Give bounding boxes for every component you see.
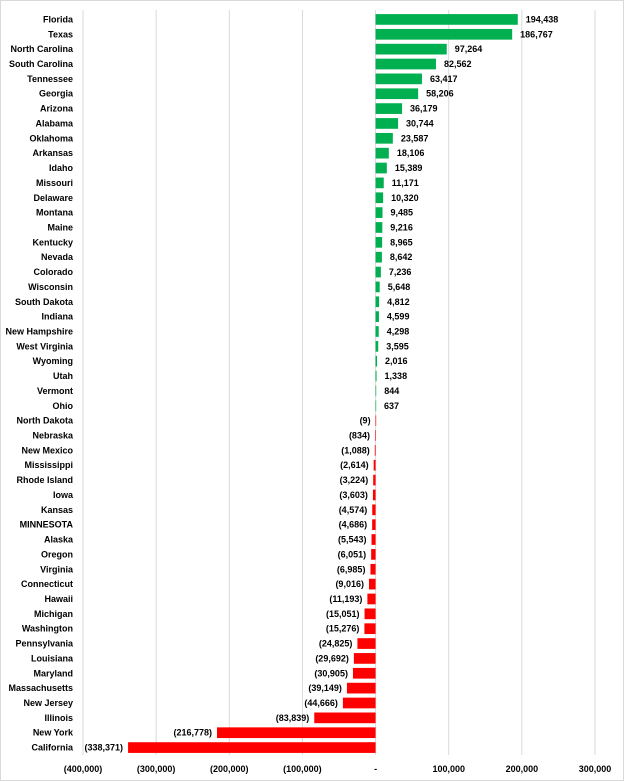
category-label: Texas bbox=[48, 29, 73, 40]
x-tick-label: 200,000 bbox=[505, 764, 539, 774]
data-label: 7,236 bbox=[388, 267, 412, 278]
bar-new-jersey bbox=[343, 698, 376, 709]
bar-new-hampshire bbox=[376, 326, 379, 337]
data-label: 9,485 bbox=[390, 207, 414, 218]
bar-michigan bbox=[365, 608, 376, 619]
category-label: Mississippi bbox=[24, 460, 73, 471]
category-label: Rhode Island bbox=[16, 475, 73, 486]
data-label: 8,642 bbox=[389, 252, 413, 263]
data-label: 186,767 bbox=[520, 29, 553, 40]
data-label: 63,417 bbox=[429, 73, 458, 84]
bar-arkansas bbox=[376, 148, 389, 159]
x-tick-label: 300,000 bbox=[578, 764, 612, 774]
data-label: (83,839) bbox=[275, 712, 310, 723]
category-label: South Carolina bbox=[8, 59, 73, 70]
bar-colorado bbox=[376, 267, 381, 278]
bar-alabama bbox=[376, 118, 398, 129]
bar-ohio bbox=[376, 400, 377, 411]
category-label: Delaware bbox=[33, 192, 73, 203]
bar-tennessee bbox=[376, 74, 422, 85]
bar-missouri bbox=[376, 178, 384, 189]
data-label: 3,595 bbox=[386, 341, 409, 352]
bar-south-dakota bbox=[376, 296, 380, 307]
bar-west-virginia bbox=[376, 341, 379, 352]
bar-north-carolina bbox=[376, 44, 447, 55]
bar-arizona bbox=[376, 103, 402, 114]
data-label: (9,016) bbox=[335, 579, 364, 590]
data-label: (11,193) bbox=[329, 593, 363, 604]
category-label: Indiana bbox=[41, 311, 73, 322]
category-label: New Mexico bbox=[21, 445, 73, 456]
data-label: (29,692) bbox=[315, 653, 349, 664]
data-label: (15,276) bbox=[325, 623, 360, 634]
bar-florida bbox=[376, 14, 518, 25]
bar-texas bbox=[376, 29, 513, 40]
category-label: Wyoming bbox=[32, 356, 73, 367]
data-label: 2,016 bbox=[385, 356, 408, 367]
bar-kentucky bbox=[376, 237, 383, 248]
category-label: Virginia bbox=[40, 564, 73, 575]
bar-south-carolina bbox=[376, 59, 436, 70]
bar-nevada bbox=[376, 252, 382, 263]
data-label: (3,603) bbox=[339, 489, 368, 500]
data-label: (30,905) bbox=[314, 668, 348, 679]
category-label: Alabama bbox=[35, 118, 73, 129]
bar-utah bbox=[376, 371, 377, 382]
category-label: Tennessee bbox=[27, 73, 73, 84]
data-label: 9,216 bbox=[390, 222, 413, 233]
data-label: 8,965 bbox=[390, 237, 413, 248]
bar-nebraska bbox=[375, 430, 376, 441]
category-label: Oklahoma bbox=[29, 133, 73, 144]
category-label: North Carolina bbox=[10, 44, 73, 55]
data-label: (834) bbox=[348, 430, 370, 441]
category-label: Hawaii bbox=[44, 593, 73, 604]
data-label: (3,224) bbox=[339, 475, 369, 486]
category-label: New Jersey bbox=[23, 697, 73, 708]
category-label: Illinois bbox=[44, 712, 73, 723]
data-label: (1,088) bbox=[341, 445, 370, 456]
category-label: Massachusetts bbox=[8, 683, 73, 694]
data-label: 637 bbox=[384, 400, 400, 411]
bar-wisconsin bbox=[376, 282, 380, 293]
category-label: Vermont bbox=[36, 385, 73, 396]
category-label: Wisconsin bbox=[28, 281, 73, 292]
data-label: (5,543) bbox=[337, 534, 367, 545]
data-label: 5,648 bbox=[387, 281, 411, 292]
data-label: 30,744 bbox=[406, 118, 434, 129]
category-label: Washington bbox=[21, 623, 73, 634]
bar-virginia bbox=[370, 564, 375, 575]
bar-north-dakota bbox=[376, 415, 377, 426]
bar-chart bbox=[1, 1, 623, 780]
data-label: 844 bbox=[384, 385, 400, 396]
bar-minnesota bbox=[372, 519, 375, 530]
bar-hawaii bbox=[367, 594, 375, 605]
category-label: California bbox=[31, 742, 73, 753]
data-label: 4,812 bbox=[387, 296, 410, 307]
bar-iowa bbox=[373, 490, 376, 501]
bar-delaware bbox=[376, 192, 384, 203]
category-label: Missouri bbox=[35, 177, 73, 188]
bar-new-york bbox=[217, 727, 376, 738]
bar-washington bbox=[364, 623, 375, 634]
bar-oklahoma bbox=[376, 133, 393, 144]
data-label: 23,587 bbox=[400, 133, 429, 144]
x-tick-label: - bbox=[374, 764, 378, 774]
data-label: 18,106 bbox=[396, 148, 425, 159]
category-label: Pennsylvania bbox=[15, 638, 73, 649]
category-label: Ohio bbox=[52, 400, 73, 411]
category-label: Idaho bbox=[49, 163, 73, 174]
data-label: (216,778) bbox=[173, 727, 213, 738]
data-label: 82,562 bbox=[443, 59, 472, 70]
category-label: North Dakota bbox=[16, 415, 73, 426]
category-label: Iowa bbox=[52, 489, 73, 500]
category-label: Colorado bbox=[33, 267, 73, 278]
category-label: Nebraska bbox=[32, 430, 73, 441]
bar-mississippi bbox=[374, 460, 376, 471]
data-label: (24,825) bbox=[318, 638, 353, 649]
category-label: Kansas bbox=[40, 504, 73, 515]
bar-georgia bbox=[376, 88, 419, 99]
category-label: Michigan bbox=[33, 608, 73, 619]
data-label: 4,298 bbox=[386, 326, 410, 337]
data-label: (44,666) bbox=[304, 697, 338, 708]
data-label: 194,438 bbox=[525, 14, 559, 25]
data-label: (6,051) bbox=[337, 549, 367, 560]
category-label: Maine bbox=[47, 222, 73, 233]
x-tick-label: (300,000) bbox=[136, 764, 176, 774]
bar-illinois bbox=[314, 713, 375, 724]
data-label: (4,686) bbox=[338, 519, 368, 530]
category-label: New Hampshire bbox=[5, 326, 73, 337]
category-label: MINNESOTA bbox=[19, 519, 73, 530]
x-tick-label: (400,000) bbox=[63, 764, 103, 774]
category-label: South Dakota bbox=[14, 296, 73, 307]
bar-massachusetts bbox=[347, 683, 376, 694]
category-label: Arkansas bbox=[32, 148, 73, 159]
bar-new-mexico bbox=[375, 445, 376, 456]
bar-indiana bbox=[376, 311, 379, 322]
data-label: (15,051) bbox=[326, 608, 360, 619]
bar-wyoming bbox=[376, 356, 377, 367]
data-label: (9) bbox=[359, 415, 371, 426]
data-label: 58,206 bbox=[426, 88, 454, 99]
category-label: Arizona bbox=[39, 103, 73, 114]
category-label: Utah bbox=[53, 371, 73, 382]
bar-maine bbox=[376, 222, 383, 233]
category-label: Montana bbox=[36, 207, 73, 218]
data-label: 97,264 bbox=[454, 44, 483, 55]
bar-vermont bbox=[376, 386, 377, 397]
category-label: West Virginia bbox=[16, 341, 73, 352]
data-label: (2,614) bbox=[340, 460, 369, 471]
bar-montana bbox=[376, 207, 383, 218]
data-label: (4,574) bbox=[338, 504, 368, 515]
labels bbox=[5, 14, 558, 752]
category-label: Oregon bbox=[40, 549, 73, 560]
data-label: (6,985) bbox=[336, 564, 366, 575]
x-axis bbox=[64, 764, 612, 774]
data-label: 1,338 bbox=[384, 371, 408, 382]
bar-alaska bbox=[372, 534, 376, 545]
category-label: Kentucky bbox=[32, 237, 73, 248]
category-label: New York bbox=[32, 727, 73, 738]
bar-maryland bbox=[353, 668, 376, 679]
category-label: Georgia bbox=[38, 88, 73, 99]
bar-louisiana bbox=[354, 653, 376, 664]
bar-idaho bbox=[376, 163, 387, 174]
data-label: 10,320 bbox=[391, 192, 419, 203]
data-label: (338,371) bbox=[84, 742, 124, 753]
bar-kansas bbox=[372, 504, 375, 515]
category-label: Nevada bbox=[40, 252, 73, 263]
x-tick-label: (100,000) bbox=[283, 764, 322, 774]
category-label: Maryland bbox=[33, 668, 73, 679]
data-label: 4,599 bbox=[386, 311, 410, 322]
data-label: 15,389 bbox=[394, 163, 423, 174]
bar-california bbox=[128, 742, 375, 753]
data-label: 11,171 bbox=[391, 177, 419, 188]
category-label: Alaska bbox=[43, 534, 73, 545]
bar-oregon bbox=[371, 549, 375, 560]
data-label: 36,179 bbox=[410, 103, 438, 114]
bar-rhode-island bbox=[373, 475, 375, 486]
category-label: Florida bbox=[42, 14, 73, 25]
category-label: Louisiana bbox=[30, 653, 73, 664]
data-label: (39,149) bbox=[308, 683, 342, 694]
category-label: Connecticut bbox=[20, 579, 73, 590]
x-tick-label: 100,000 bbox=[432, 764, 465, 774]
bar-connecticut bbox=[369, 579, 376, 590]
bar-pennsylvania bbox=[357, 638, 375, 649]
x-tick-label: (200,000) bbox=[210, 764, 249, 774]
